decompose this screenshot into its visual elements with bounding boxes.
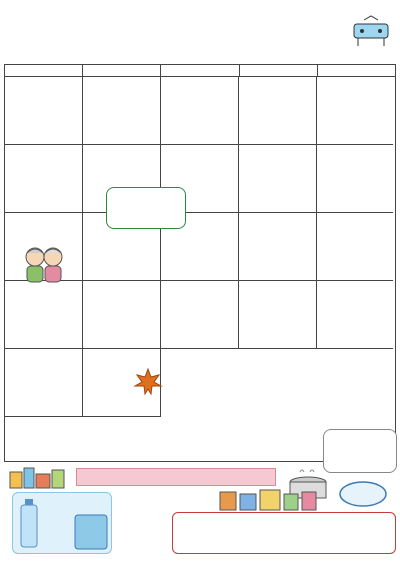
weekday-thu xyxy=(240,65,318,76)
rolling-stock-cycle-icon xyxy=(338,480,388,508)
weekday-fri xyxy=(318,65,395,76)
water-tank-icon xyxy=(73,511,109,551)
food-preparation-banner xyxy=(76,468,276,486)
weekday-header xyxy=(5,65,395,77)
day-cell-19 xyxy=(317,213,393,281)
day-cell-25 xyxy=(239,281,317,349)
food-stock-section xyxy=(4,462,396,562)
elderly-couple-icon xyxy=(19,245,69,285)
day-cell-12 xyxy=(317,145,393,213)
day-cell-24 xyxy=(161,281,239,349)
mascot-bookmark-icon xyxy=(350,14,392,48)
canned-food-icon xyxy=(218,488,318,512)
day-cell-26 xyxy=(317,281,393,349)
pantry-goods-icon xyxy=(8,464,68,490)
weekday-tue xyxy=(83,65,161,76)
maple-leaf-icon xyxy=(133,367,163,397)
weekday-mon xyxy=(5,65,83,76)
header xyxy=(0,0,400,62)
day-cell-5 xyxy=(317,77,393,145)
weekday-wed xyxy=(161,65,239,76)
day-cell-22 xyxy=(5,281,83,349)
gas-stove-note xyxy=(124,492,168,532)
day-cell-4 xyxy=(239,77,317,145)
day-cell-11 xyxy=(239,145,317,213)
day-cell-2 xyxy=(83,77,161,145)
water-illustration xyxy=(12,492,112,554)
rolling-stock-label xyxy=(338,480,388,508)
water-bottle-icon xyxy=(19,499,39,549)
menu-calendar xyxy=(4,64,396,462)
day-cell-23 xyxy=(83,281,161,349)
day-cell-18 xyxy=(239,213,317,281)
day-cell-3 xyxy=(161,77,239,145)
shijimi-note-bubble xyxy=(106,187,186,229)
day-cell-1 xyxy=(5,77,83,145)
day-cell-8 xyxy=(5,145,83,213)
day-cell-29 xyxy=(5,349,83,417)
stock-tip-box xyxy=(172,512,396,554)
